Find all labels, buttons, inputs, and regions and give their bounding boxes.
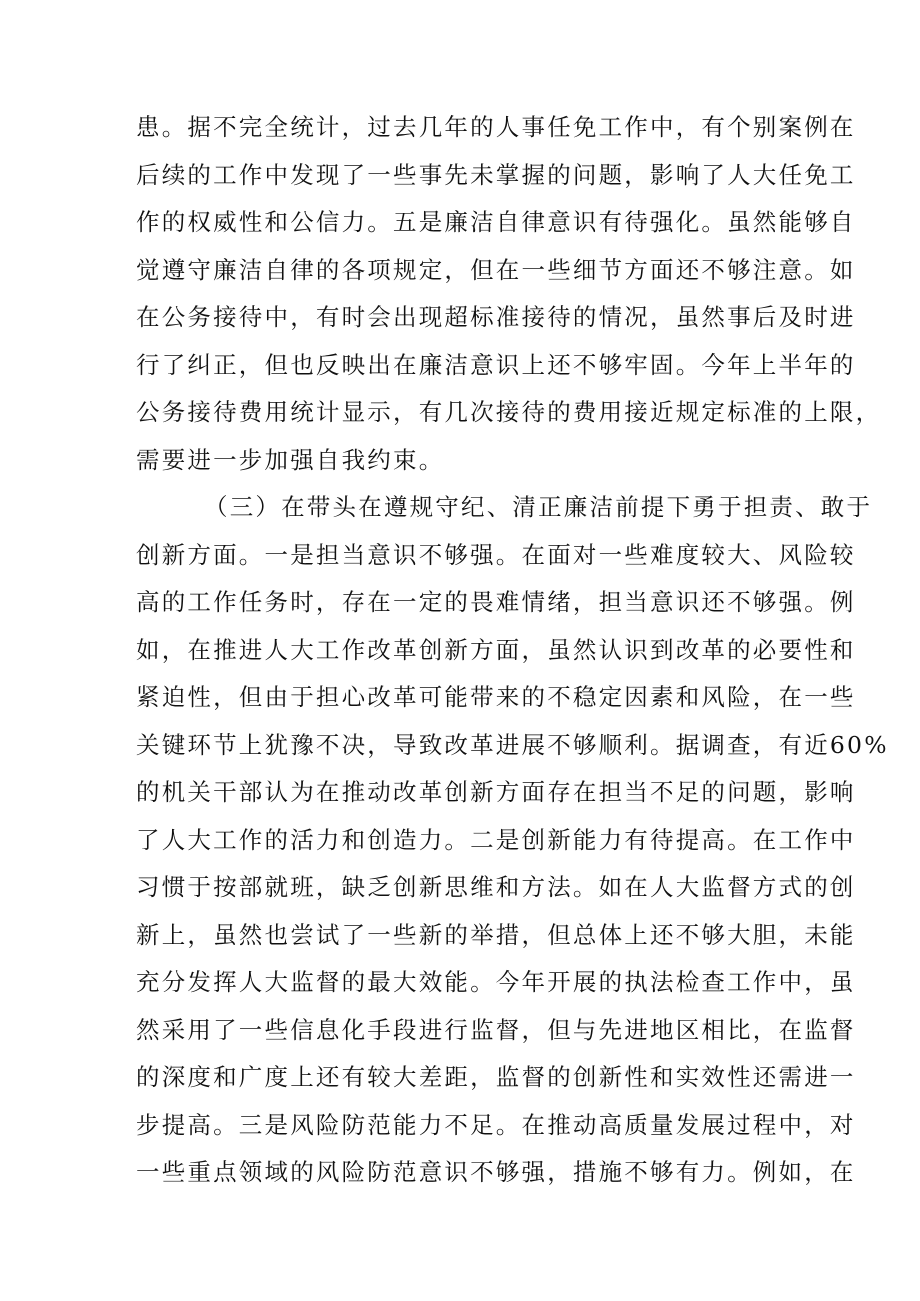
paragraph-2-line-13: 的深度和广度上还有较大差距，监督的创新性和实效性还需进一: [136, 1063, 856, 1091]
paragraph-1-line-6: 行了纠正，但也反映出在廉洁意识上还不够牢固。今年上半年的: [136, 350, 856, 379]
document-body: [136, 104, 889, 1197]
paragraph-2-line-7: 的机关干部认为在推动改革创新方面存在担当不足的问题，影响: [136, 778, 856, 806]
paragraph-1-line-3: 作的权威性和公信力。五是廉洁自律意识有待强化。虽然能够自: [136, 208, 856, 236]
paragraph-1-line-5: 在公务接待中，有时会出现超标准接待的情况，虽然事后及时进: [136, 303, 856, 331]
paragraph-2-line-5: 紧迫性，但由于担心改革可能带来的不稳定因素和风险，在一些: [136, 683, 856, 711]
paragraph-1-line-1: 患。据不完全统计，过去几年的人事任免工作中，有个别案例在: [136, 113, 856, 141]
paragraph-2-line-12: 然采用了一些信息化手段进行监督，但与先进地区相比，在监督: [136, 1015, 856, 1044]
paragraph-2-line-9: 习惯于按部就班，缺乏创新思维和方法。如在人大监督方式的创: [136, 873, 856, 901]
paragraph-2-line-15: 一些重点领域的风险防范意识不够强，措施不够有力。例如，在: [136, 1158, 856, 1186]
paragraph-2-line-10: 新上，虽然也尝试了一些新的举措，但总体上还不够大胆，未能: [136, 920, 856, 949]
paragraph-2-line-4: 如，在推进人大工作改革创新方面，虽然认识到改革的必要性和: [136, 635, 856, 664]
paragraph-1-line-4: 觉遵守廉洁自律的各项规定，但在一些细节方面还不够注意。如: [136, 255, 856, 284]
paragraph-2-line-11: 充分发挥人大监督的最大效能。今年开展的执法检查工作中，虽: [136, 968, 856, 996]
paragraph-2-line-2: 创新方面。一是担当意识不够强。在面对一些难度较大、风险较: [136, 540, 856, 569]
paragraph-2-line-3: 高的工作任务时，存在一定的畏难情绪，担当意识还不够强。例: [136, 588, 856, 616]
paragraph-2-line-1: （三）在带头在遵规守纪、清正廉洁前提下勇于担责、敢于: [204, 493, 873, 521]
paragraph-2-line-6: 关键环节上犹豫不决，导致改革进展不够顺利。据调查，有近60%: [136, 730, 889, 759]
paragraph-2-line-14: 步提高。三是风险防范能力不足。在推动高质量发展过程中，对: [136, 1110, 856, 1139]
paragraph-1-line-2: 后续的工作中发现了一些事先未掌握的问题，影响了人大任免工: [136, 160, 856, 189]
paragraph-1-line-8: 需要进一步加强自我约束。: [136, 445, 445, 474]
paragraph-1-line-7: 公务接待费用统计显示，有几次接待的费用接近规定标准的上限，: [136, 398, 882, 426]
paragraph-2-line-8: 了人大工作的活力和创造力。二是创新能力有待提高。在工作中: [136, 825, 856, 854]
